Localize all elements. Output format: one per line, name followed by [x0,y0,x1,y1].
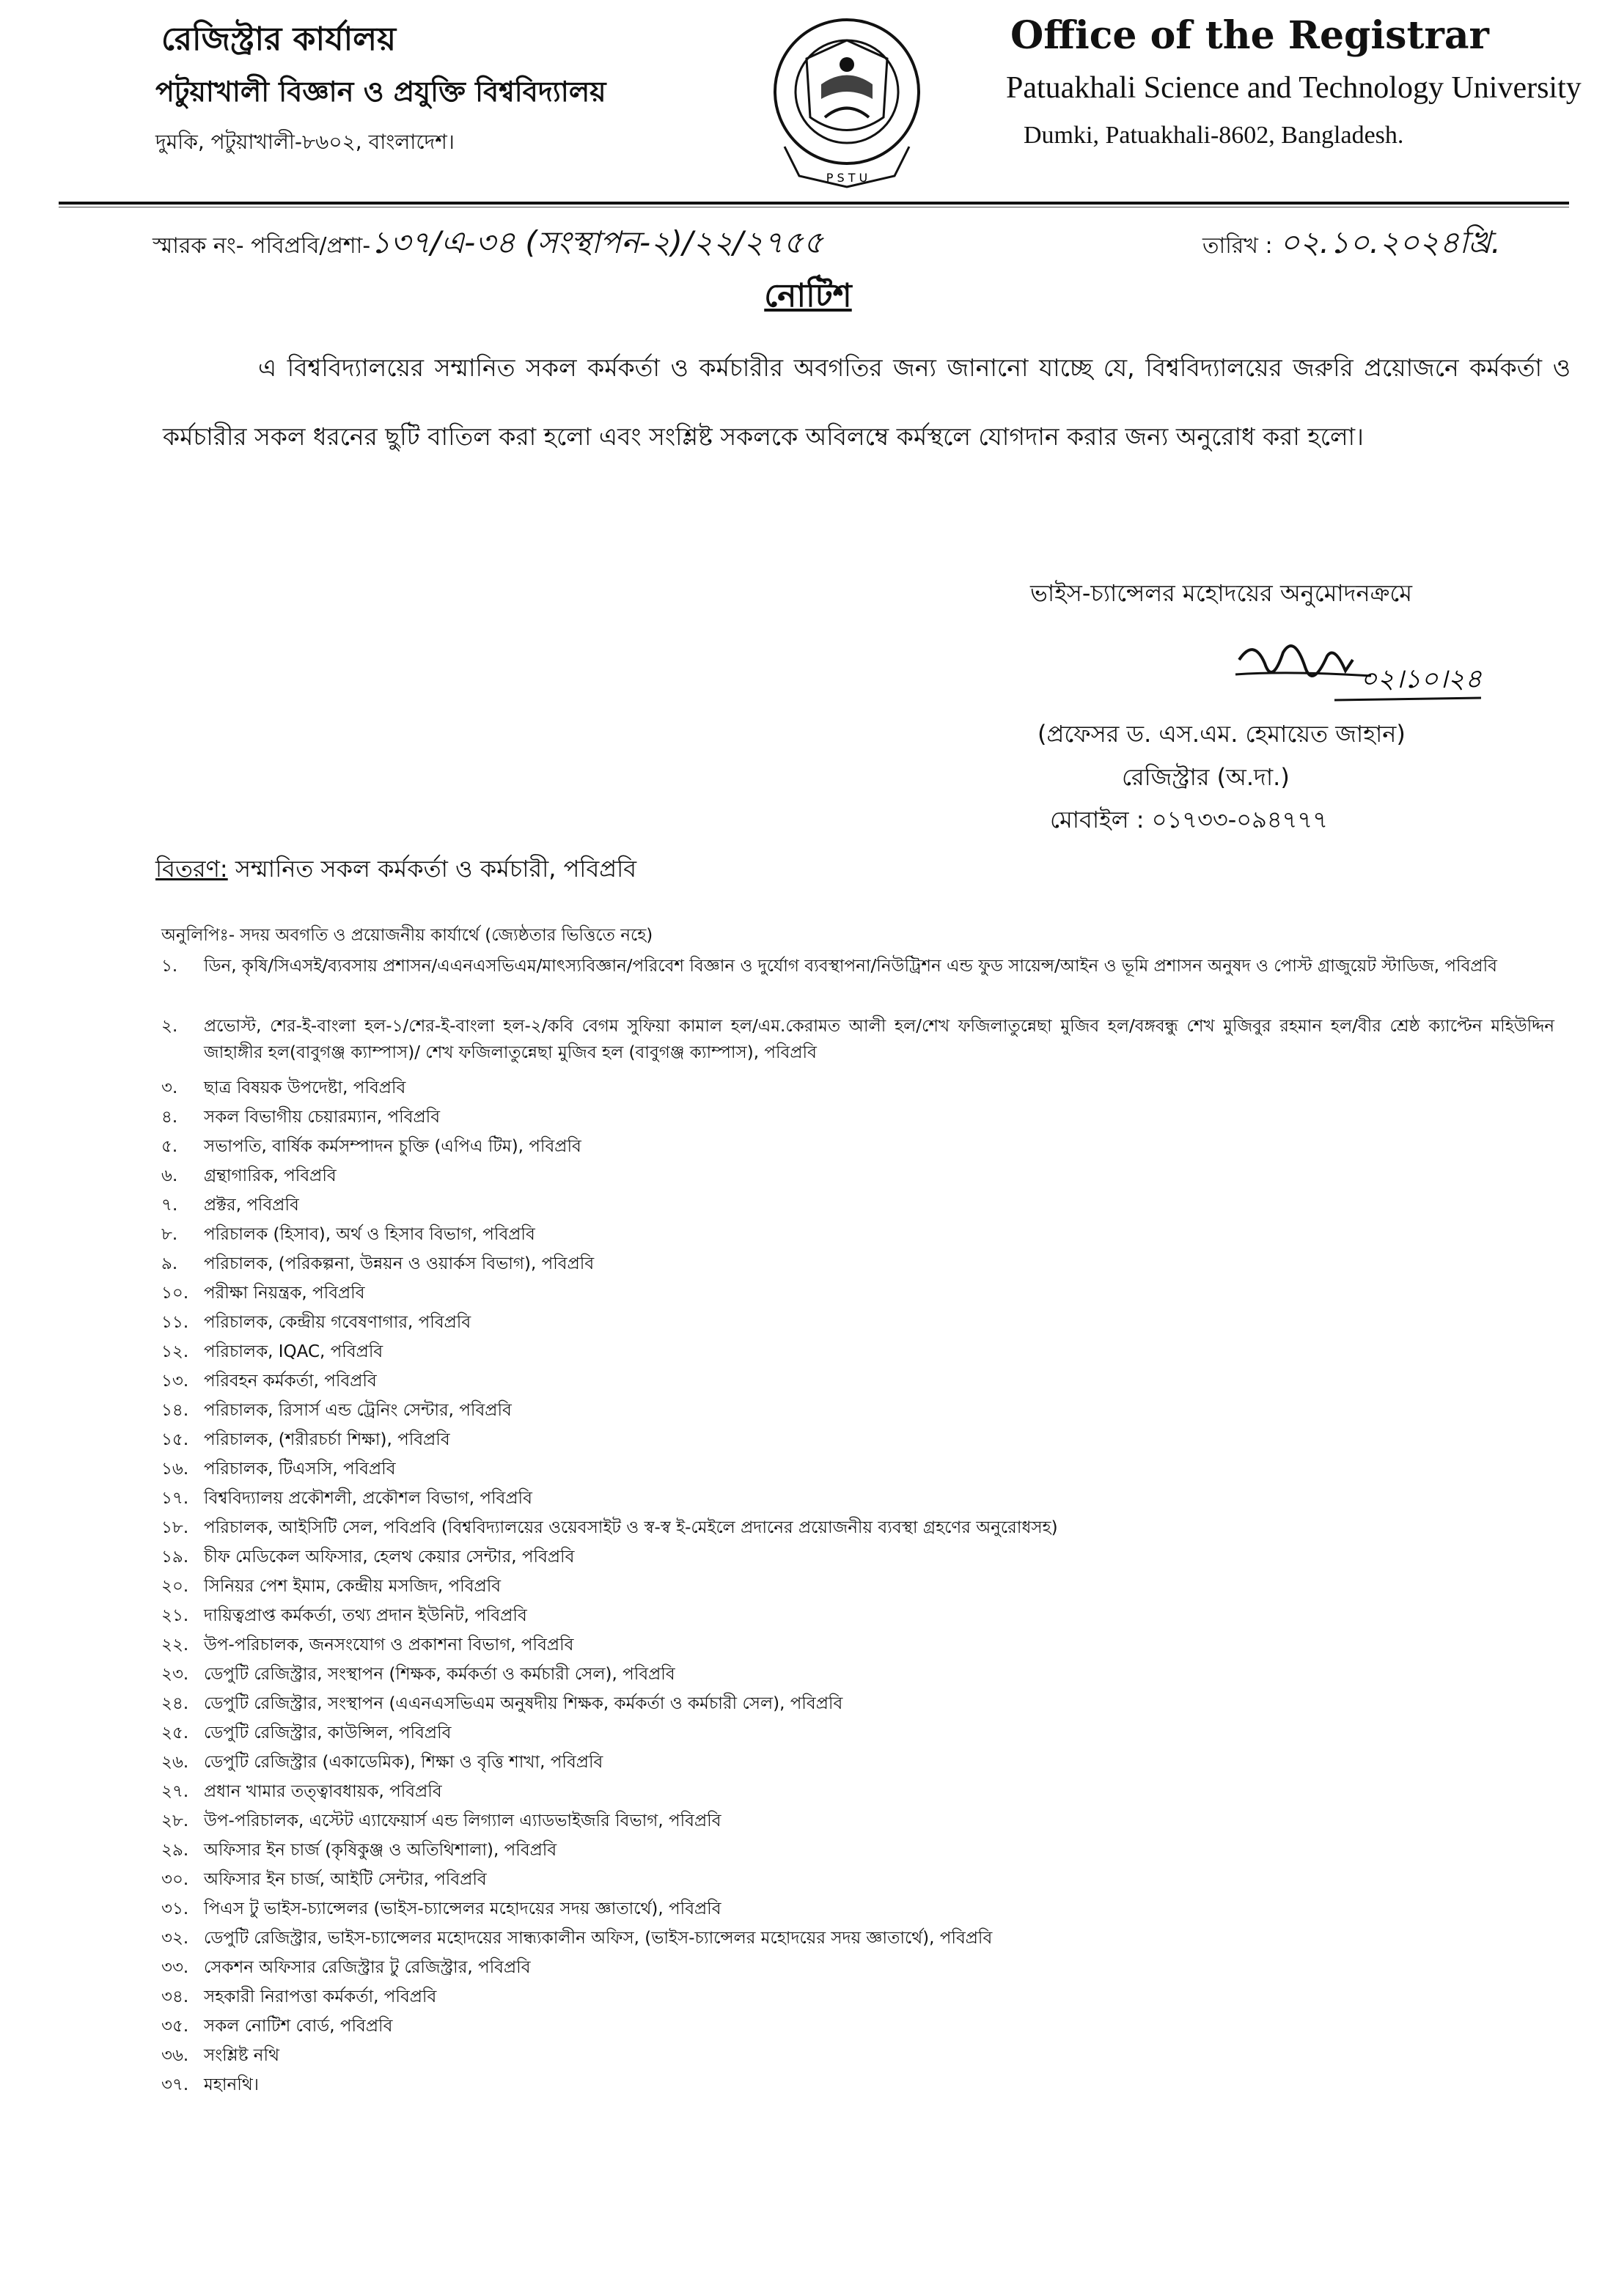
copy-item [161,1689,1554,1718]
copy-item-number: ৩. [161,1078,178,1097]
copy-item-number: ২০. [161,1577,189,1596]
copy-item-number: ৩৬. [161,2046,189,2065]
notice-title: নোটিশ [764,277,852,314]
copy-item-text: গ্রন্থাগারিক, পবিপ্রবি [204,1166,337,1185]
memo-number [153,218,823,271]
copy-item-text: সহকারী নিরাপত্তা কর্মকর্তা, পবিপ্রবি [204,1987,437,2006]
approval-line: ভাইস-চ্যান্সেলর মহোদয়ের অনুমোদনক্রমে [1030,579,1412,607]
copy-item-text: চীফ মেডিকেল অফিসার, হেলথ কেয়ার সেন্টার, পবিপ্রবি [204,1548,575,1567]
copy-item-text: পরিচালক, টিএসসি, পবিপ্রবি [204,1460,396,1479]
copy-item-number: ৩৭. [161,2075,189,2094]
copy-item [161,1191,1554,1220]
copy-item-text: পরিচালক, কেন্দ্রীয় গবেষণাগার, পবিপ্রবি [204,1313,471,1332]
copy-item [161,2070,1554,2100]
copy-item-text: প্রধান খামার তত্ত্বাবধায়ক, পবিপ্রবি [204,1782,442,1801]
date-label: তারিখ : [1202,233,1273,259]
copy-item-number: ৩৩. [161,1958,189,1977]
copy-item-text: ডিন, কৃষি/সিএসই/ব্যবসায় প্রশাসন/এএনএসভিএম/মাৎস্যবিজ্ঞান/পরিবেশ বিজ্ঞান ও দুর্যোগ ব্যবস্থাপনা/নিউট্রিশন এন্ড ফুড সায়েন্স/আইন ও ভূমি প্রশাসন অনুষদ ও পোস্ট গ্রাজুয়েট স্টাডিজ, পবিপ্রবি [204,957,1497,976]
copy-item-text: পরীক্ষা নিয়ন্ত্রক, পবিপ্রবি [204,1284,365,1303]
copy-item [161,2012,1554,2041]
copy-item-text: উপ-পরিচালক, জনসংযোগ ও প্রকাশনা বিভাগ, পবিপ্রবি [204,1635,574,1655]
copy-item [161,1953,1554,1982]
date-handwritten: ০২.১০.২০২৪খ্রি. [1279,224,1501,260]
copy-item-number: ৫. [161,1137,178,1156]
copy-item [161,1425,1554,1454]
copy-item-number: ১৫. [161,1430,189,1449]
office-name-bn: রেজিস্ট্রার কার্যালয় [161,21,396,58]
copy-item-number: ৬. [161,1166,178,1185]
copy-item-text: সকল নোটিশ বোর্ড, পবিপ্রবি [204,2017,393,2036]
copy-item [161,1308,1554,1337]
copy-item-text: উপ-পরিচালক, এস্টেট এ্যাফেয়ার্স এন্ড লিগ্যাল এ্যাডভাইজরি বিভাগ, পবিপ্রবি [204,1811,721,1830]
copy-item-number: ৩৫. [161,2017,189,2036]
copy-item [161,1748,1554,1777]
copy-item [161,1777,1554,1806]
signatory-title: রেজিস্ট্রার (অ.দা.) [1122,763,1290,791]
copy-item [161,1337,1554,1366]
address-en: Dumki, Patuakhali-8602, Bangladesh. [1024,122,1404,149]
signatory-mobile: মোবাইল : ০১৭৩৩-০৯৪৭৭৭ [1050,806,1329,834]
distribution [155,850,636,890]
copy-item [161,1513,1554,1542]
copy-item-text: পরিচালক, রিসার্স এন্ড ট্রেনিং সেন্টার, পবিপ্রবি [204,1401,512,1420]
copy-item-text: পরিচালক, IQAC, পবিপ্রবি [204,1342,383,1361]
copy-item-text: ডেপুটি রেজিস্ট্রার, ভাইস-চ্যান্সেলর মহোদয়ের সান্ধ্যকালীন অফিস, (ভাইস-চ্যান্সেলর মহোদয়ের সদয় জ্ঞাতার্থে), পবিপ্রবি [204,1929,993,1948]
copy-item [161,1718,1554,1748]
copy-item [161,1132,1554,1161]
copy-item-text: ডেপুটি রেজিস্ট্রার, কাউন্সিল, পবিপ্রবি [204,1723,452,1743]
copy-item [161,1161,1554,1191]
copy-item [161,1601,1554,1630]
copy-item-number: ২৮. [161,1811,189,1830]
copy-item-text: ছাত্র বিষয়ক উপদেষ্টা, পবিপ্রবি [204,1078,406,1097]
copy-item-text: সিনিয়র পেশ ইমাম, কেন্দ্রীয় মসজিদ, পবিপ্রবি [204,1577,502,1596]
copy-item-text: সেকশন অফিসার রেজিস্ট্রার টু রেজিস্ট্রার, পবিপ্রবি [204,1958,531,1977]
copy-item [161,2041,1554,2070]
copy-item-text: বিশ্ববিদ্যালয় প্রকৌশলী, প্রকৌশল বিভাগ, পবিপ্রবি [204,1489,532,1508]
copy-item-number: ৭. [161,1196,178,1215]
copy-item [161,1484,1554,1513]
copy-item [161,1894,1554,1924]
address-bn: দুমকি, পটুয়াখালী-৮৬০২, বাংলাদেশ। [155,130,455,154]
copy-item-text: সংশ্লিষ্ট নথি [204,2046,279,2065]
copy-item-number: ৩২. [161,1929,189,1948]
copy-heading: অনুলিপিঃ- সদয় অবগতি ও প্রয়োজনীয় কার্যার্থে (জ্যেষ্ঠতার ভিত্তিতে নহে) [161,926,653,945]
copy-item-text: ডেপুটি রেজিস্ট্রার, সংস্থাপন (এএনএসভিএম অনুষদীয় শিক্ষক, কর্মকর্তা ও কর্মচারী সেল), পবিপ্রবি [204,1694,843,1713]
distribution-text: সম্মানিত সকল কর্মকর্তা ও কর্মচারী, পবিপ্রবি [227,855,637,883]
copy-item-text: পরিচালক, (শরীরচর্চা শিক্ষা), পবিপ্রবি [204,1430,450,1449]
copy-item [161,1865,1554,1894]
copy-item-number: ৩০. [161,1870,189,1889]
copy-item-number: ২৬. [161,1753,189,1772]
copy-item-number: ৩১. [161,1899,189,1918]
copy-item-text: অফিসার ইন চার্জ (কৃষিকুঞ্জ ও অতিথিশালা), পবিপ্রবি [204,1841,557,1860]
copy-item-text: পরিচালক (হিসাব), অর্থ ও হিসাব বিভাগ, পবিপ্রবি [204,1225,535,1244]
copy-item-number: ১৭. [161,1489,189,1508]
copy-item-number: ২. [161,1017,178,1036]
copy-item-text: দায়িত্বপ্রাপ্ত কর্মকর্তা, তথ্য প্রদান ইউনিট, পবিপ্রবি [204,1606,527,1625]
copy-item-text: পিএস টু ভাইস-চ্যান্সেলর (ভাইস-চ্যান্সেলর মহোদয়ের সদয় জ্ঞাতার্থে), পবিপ্রবি [204,1899,721,1918]
office-name-en: Office of the Registrar [1010,13,1489,58]
copy-item-number: ১২. [161,1342,189,1361]
svg-text:০২।১০।২৪: ০২।১০।২৪ [1360,664,1483,694]
copy-item-number: ১১. [161,1313,189,1332]
copy-item-number: ৯. [161,1254,178,1273]
signature-image [1224,630,1488,711]
copy-item-text: প্রক্টর, পবিপ্রবি [204,1196,299,1215]
copy-item-number: ১৬. [161,1460,189,1479]
copy-item [161,1572,1554,1601]
copy-item-text: ডেপুটি রেজিস্ট্রার (একাডেমিক), শিক্ষা ও বৃত্তি শাখা, পবিপ্রবি [204,1753,603,1772]
copy-list [161,953,1554,2100]
copy-item-text: ডেপুটি রেজিস্ট্রার, সংস্থাপন (শিক্ষক, কর্মকর্তা ও কর্মচারী সেল), পবিপ্রবি [204,1665,675,1684]
copy-item [161,1249,1554,1278]
copy-item-text: প্রভোস্ট, শের-ই-বাংলা হল-১/শের-ই-বাংলা হল-২/কবি বেগম সুফিয়া কামাল হল/এম.কেরামত আলী হল/শেখ ফজিলাতুন্নেছা মুজিব হল/বঙ্গবন্ধু শেখ মুজিবুর রহমান হল/বীর শ্রেষ্ঠ ক্যাপ্টেন মহিউদ্দিন জাহাঙ্গীর হল(বাবুগঞ্জ ক্যাম্পাস)/ শেখ ফজিলাতুন্নেছা মুজিব হল (বাবুগঞ্জ ক্যাম্পাস), পবিপ্রবি [204,1017,1554,1062]
copy-item [161,1454,1554,1484]
svg-text:P S T U: P S T U [826,171,868,185]
copy-item-number: ১৯. [161,1548,189,1567]
copy-item-number: ২২. [161,1635,189,1655]
copy-item-number: ১. [161,957,178,976]
copy-item-number: ২৩. [161,1665,189,1684]
copy-item-number: ৮. [161,1225,178,1244]
copy-item-number: ২৯. [161,1841,189,1860]
copy-item [161,1220,1554,1249]
copy-item-text: পরিচালক, আইসিটি সেল, পবিপ্রবি (বিশ্ববিদ্যালয়ের ওয়েবসাইট ও স্ব-স্ব ই-মেইলে প্রদানের প্রয়োজনীয় ব্যবস্থা গ্রহণের অনুরোধসহ) [204,1518,1058,1537]
copy-item-text: অফিসার ইন চার্জ, আইটি সেন্টার, পবিপ্রবি [204,1870,487,1889]
signatory-name: (প্রফেসর ড. এস.এম. হেমায়েত জাহান) [1037,720,1406,748]
university-name-en: Patuakhali Science and Technology University [1006,71,1582,105]
copy-item-text: মহানথি। [204,2075,259,2094]
copy-item [161,1278,1554,1308]
copy-item-number: ৪. [161,1108,178,1127]
copy-item-number: ১০. [161,1284,189,1303]
copy-item [161,1542,1554,1572]
copy-item [161,1013,1554,1073]
distribution-label: বিতরণ: [155,855,228,883]
copy-item-number: ২৪. [161,1694,189,1713]
memo-date [1202,218,1501,271]
university-name-bn: পটুয়াখালী বিজ্ঞান ও প্রযুক্তি বিশ্ববিদ্যালয় [155,76,606,108]
copy-item [161,1660,1554,1689]
copy-item-number: ২১. [161,1606,189,1625]
header-divider [59,202,1569,205]
copy-item-number: ২৫. [161,1723,189,1743]
notice-body: এ বিশ্ববিদ্যালয়ের সম্মানিত সকল কর্মকর্তা ও কর্মচারীর অবগতির জন্য জানানো যাচ্ছে যে, বিশ্ববিদ্যালয়ের জরুরি প্রয়োজনে কর্মকর্তা ও কর্মচারীর সকল ধরনের ছুটি বাতিল করা হলো এবং সংশ্লিষ্ট সকলকে অবিলম্বে কর্মস্থলে যোগদান করার জন্য অনুরোধ করা হলো। [163,353,1571,451]
copy-item-number: ১৪. [161,1401,189,1420]
copy-item [161,1982,1554,2012]
copy-item-text: সকল বিভাগীয় চেয়ারম্যান, পবিপ্রবি [204,1108,441,1127]
copy-item-text: সভাপতি, বার্ষিক কর্মসম্পাদন চুক্তি (এপিএ টিম), পবিপ্রবি [204,1137,581,1156]
copy-item [161,1073,1554,1103]
copy-item [161,1924,1554,1953]
copy-item [161,1396,1554,1425]
copy-item [161,1806,1554,1836]
copy-item [161,1103,1554,1132]
copy-item-number: ২৭. [161,1782,189,1801]
copy-item-text: পরিচালক, (পরিকল্পনা, উন্নয়ন ও ওয়ার্কস বিভাগ), পবিপ্রবি [204,1254,595,1273]
copy-item-text: পরিবহন কর্মকর্তা, পবিপ্রবি [204,1372,377,1391]
copy-item [161,1630,1554,1660]
copy-item-number: ১৮. [161,1518,189,1537]
memo-label: স্মারক নং- পবিপ্রবি/প্রশা- [153,233,371,259]
university-seal-logo [755,7,939,191]
copy-item [161,1366,1554,1396]
copy-item [161,1836,1554,1865]
copy-item-number: ১৩. [161,1372,189,1391]
copy-item [161,953,1554,1013]
copy-item-number: ৩৪. [161,1987,189,2006]
memo-number-handwritten: ১৩৭/এ-৩৪ (সংস্থাপন-২)/২২/২৭৫৫ [370,224,823,260]
